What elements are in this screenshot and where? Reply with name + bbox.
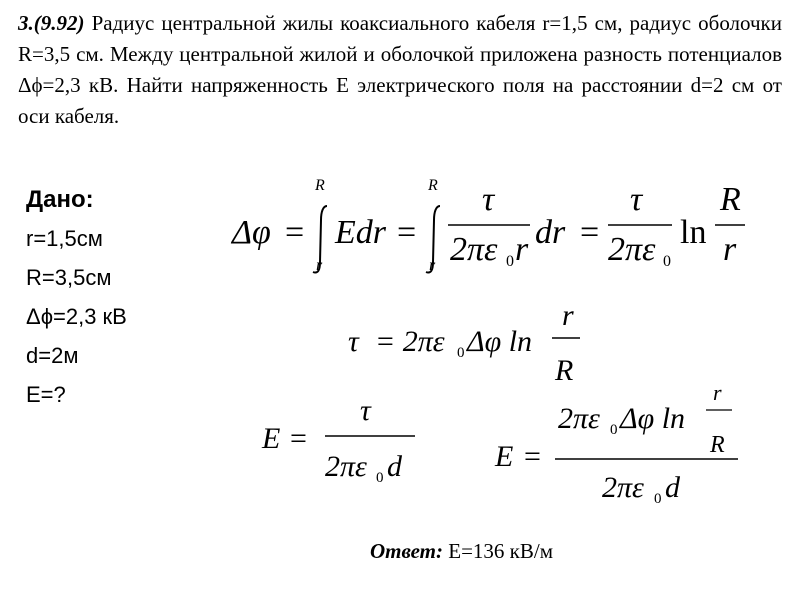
given-item-E: E=? [26, 382, 66, 407]
f1-eq2: = [397, 214, 417, 251]
given-item-R: R=3,5см [26, 265, 112, 290]
formula-4 [494, 380, 738, 507]
f1-frac1-den: 2πε [450, 231, 498, 268]
f1-upper-1: R [315, 177, 325, 194]
f1-ln: ln [680, 214, 707, 251]
f1-eq1: = [285, 214, 305, 251]
f4-den-sub: 0 [654, 491, 662, 507]
f3-den: 2πε [325, 450, 367, 483]
answer-label: Ответ: [370, 539, 443, 563]
given-heading: Дано: [26, 186, 94, 213]
f1-ln-num: R [720, 181, 741, 218]
f2-rhs: = 2πε [375, 325, 445, 358]
f2-den: R [555, 354, 574, 387]
f1-eq3: = [580, 214, 600, 251]
f4-num: 2πε [558, 402, 600, 435]
f2-num: r [562, 299, 574, 332]
f1-frac2-sub: 0 [663, 253, 671, 270]
f4-num-tail: Δφ ln [620, 402, 686, 435]
f4-lhs: E [495, 440, 514, 473]
f4-ln-den: R [710, 432, 725, 458]
formula-2 [348, 299, 580, 387]
f1-frac1-sub: 0 [506, 253, 514, 270]
answer-value: E=136 кВ/м [448, 539, 554, 563]
f2-lhs: τ [348, 325, 359, 358]
f1-frac2-num: τ [630, 181, 643, 218]
f4-ln-num: r [713, 380, 722, 405]
formula-3 [261, 394, 415, 486]
f1-frac2-den: 2πε [608, 231, 656, 268]
given-item-dphi: Δϕ=2,3 кВ [26, 304, 127, 329]
f4-den: 2πε [602, 471, 644, 504]
f1-integrand: Edr [335, 214, 386, 251]
f1-frac1-den-r: r [515, 231, 529, 268]
f1-ln-den: r [723, 231, 737, 268]
f1-dr: dr [535, 214, 566, 251]
given-item-d: d=2м [26, 343, 79, 368]
f1-upper-2: R [428, 177, 438, 194]
formula-1 [230, 177, 745, 274]
f1-lhs: Δφ [232, 214, 271, 251]
f3-den-tail: d [387, 450, 402, 483]
f1-lower-2: r [429, 257, 436, 274]
problem-number: 3.(9.92) [18, 11, 85, 35]
f3-eq: = [290, 422, 307, 455]
answer-line [370, 539, 553, 564]
f2-sub: 0 [457, 345, 465, 361]
f4-num-sub: 0 [610, 422, 618, 438]
problem-text: Радиус центральной жилы коаксиального кабеля r=1,5 см, радиус оболочки R=3,5 см. Между центральной жилой и оболочкой приложена разность потенциалов Δϕ=2,3 кВ. Найти напряженность E электрического поля на расстоянии d=2 см от оси кабеля. [18, 11, 782, 128]
f2-tail: Δφ ln [467, 325, 533, 358]
given-item-r: r=1,5см [26, 226, 103, 251]
f4-den-tail: d [665, 471, 680, 504]
f3-sub: 0 [376, 470, 384, 486]
f3-lhs: E [262, 422, 281, 455]
f1-lower-1: r [316, 257, 323, 274]
f1-frac1-num: τ [482, 181, 495, 218]
f3-num: τ [360, 394, 371, 427]
f4-eq: = [524, 440, 541, 473]
